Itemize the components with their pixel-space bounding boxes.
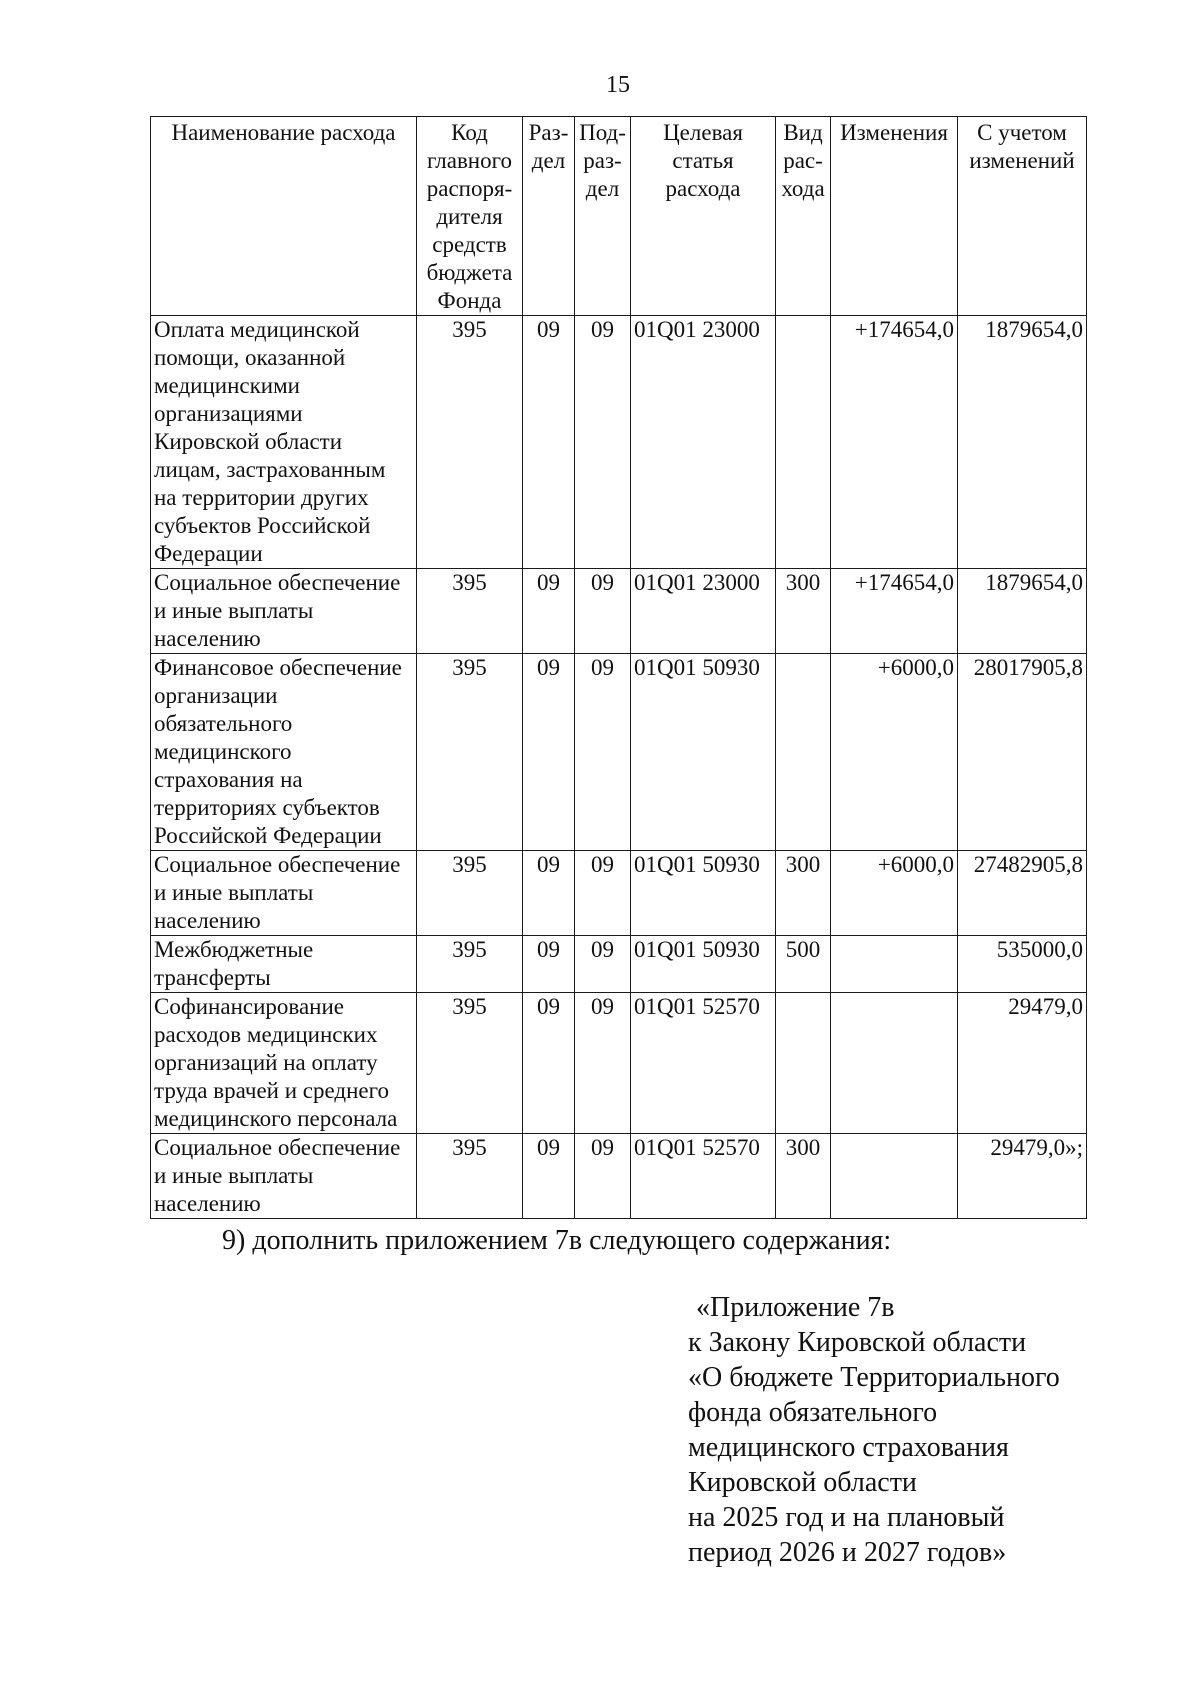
cell-name-line: Межбюджетные [154, 937, 314, 962]
cell-target: 01Q01 50930 [631, 654, 776, 851]
cell-code: 395 [417, 569, 523, 654]
cell-subsection: 09 [575, 851, 631, 936]
cell-target: 01Q01 23000 [631, 569, 776, 654]
cell-target: 01Q01 52570 [631, 1134, 776, 1219]
header-line: распоря- [426, 176, 513, 201]
cell-name-line: населению [154, 1191, 261, 1216]
page-number: 15 [606, 72, 630, 98]
cell-change [831, 936, 958, 993]
cell-name [151, 1134, 417, 1219]
cell-type [776, 993, 831, 1134]
cell-name-line: организаций на оплату [154, 1050, 378, 1075]
cell-type: 300 [776, 569, 831, 654]
cell-total: 28017905,8 [958, 654, 1087, 851]
cell-section: 09 [523, 569, 575, 654]
cell-name-line: и иные выплаты [154, 880, 314, 905]
cell-name-line: Социальное обеспечение [154, 570, 401, 595]
header-line: Под- [579, 120, 626, 145]
table-row [151, 936, 1087, 993]
header-line: средств [432, 232, 507, 257]
cell-type [776, 654, 831, 851]
header-line: Код [451, 120, 488, 145]
header-line: главного [427, 148, 512, 173]
cell-name [151, 851, 417, 936]
appendix-line: фонда обязательного [688, 1397, 938, 1428]
cell-subsection: 09 [575, 1134, 631, 1219]
cell-total: 1879654,0 [958, 316, 1087, 569]
cell-subsection: 09 [575, 569, 631, 654]
header-line: Изменения [840, 120, 948, 145]
cell-code: 395 [417, 316, 523, 569]
header-line: дел [531, 148, 566, 173]
cell-subsection: 09 [575, 654, 631, 851]
header-target [631, 117, 776, 316]
cell-name-line: страхования на [154, 767, 303, 792]
cell-name-line: обязательного [154, 711, 293, 736]
cell-subsection: 09 [575, 316, 631, 569]
cell-code: 395 [417, 936, 523, 993]
table-row [151, 993, 1087, 1134]
header-line: раз- [583, 148, 622, 173]
cell-name-line: расходов медицинских [154, 1022, 378, 1047]
header-code [417, 117, 523, 316]
cell-name-line: Социальное обеспечение [154, 852, 401, 877]
appendix-line: медицинского страхования [688, 1432, 1009, 1463]
header-name [151, 117, 417, 316]
header-line: Целевая [663, 120, 743, 145]
cell-target: 01Q01 23000 [631, 316, 776, 569]
header-line: расхода [665, 176, 741, 201]
header-line: Раз- [528, 120, 569, 145]
cell-name-line: медицинскими [154, 373, 300, 398]
cell-name [151, 316, 417, 569]
cell-name-line: Российской Федерации [154, 823, 382, 848]
cell-name-line: Федерации [154, 541, 263, 566]
header-line: Фонда [437, 288, 502, 313]
appendix-line: Кировской области [688, 1467, 917, 1498]
cell-name-line: населению [154, 626, 261, 651]
cell-change [831, 1134, 958, 1219]
cell-name-line: территориях субъектов [154, 795, 380, 820]
cell-section: 09 [523, 936, 575, 993]
header-section [523, 117, 575, 316]
table-row [151, 851, 1087, 936]
cell-name-line: организациями [154, 401, 303, 426]
cell-name [151, 654, 417, 851]
appendix-line: «Приложение 7в [696, 1292, 895, 1323]
cell-subsection: 09 [575, 936, 631, 993]
cell-type [776, 316, 831, 569]
table-row [151, 654, 1087, 851]
cell-name-line: организации [154, 683, 278, 708]
header-line: статья [672, 148, 734, 173]
cell-change [831, 993, 958, 1134]
cell-name-line: Финансовое обеспечение [154, 655, 402, 680]
cell-subsection: 09 [575, 993, 631, 1134]
cell-name-line: помощи, оказанной [154, 345, 346, 370]
budget-table [150, 116, 1087, 1219]
cell-name-line: труда врачей и среднего [154, 1078, 389, 1103]
header-line: изменений [969, 148, 1075, 173]
cell-name-line: лицам, застрахованным [154, 457, 386, 482]
header-line: Вид [783, 120, 823, 145]
table-row [151, 1134, 1087, 1219]
cell-name-line: медицинского [154, 739, 292, 764]
cell-name [151, 569, 417, 654]
cell-name-line: Социальное обеспечение [154, 1135, 401, 1160]
cell-target: 01Q01 50930 [631, 851, 776, 936]
cell-code: 395 [417, 1134, 523, 1219]
cell-name-line: субъектов Российской [154, 513, 371, 538]
table-body [151, 316, 1087, 1219]
cell-total: 535000,0 [958, 936, 1087, 993]
header-line: Наименование расхода [171, 120, 396, 145]
cell-section: 09 [523, 316, 575, 569]
cell-name-line: и иные выплаты [154, 1163, 314, 1188]
cell-name [151, 936, 417, 993]
header-total [958, 117, 1087, 316]
cell-total: 27482905,8 [958, 851, 1087, 936]
cell-total: 1879654,0 [958, 569, 1087, 654]
header-line: дителя [436, 204, 503, 229]
appendix-line: на 2025 год и на плановый [688, 1502, 1005, 1533]
appendix-line: период 2026 и 2027 годов» [688, 1537, 1007, 1568]
cell-section: 09 [523, 993, 575, 1134]
appendix-line: «О бюджете Территориального [688, 1362, 1060, 1393]
cell-section: 09 [523, 851, 575, 936]
cell-name-line: и иные выплаты [154, 598, 314, 623]
cell-name-line: медицинского персонала [154, 1106, 398, 1131]
cell-name-line: населению [154, 908, 261, 933]
cell-name-line: Кировской области [154, 429, 343, 454]
cell-name-line: трансферты [154, 965, 271, 990]
cell-target: 01Q01 50930 [631, 936, 776, 993]
header-type [776, 117, 831, 316]
amendment-text: 9) дополнить приложением 7в следующего содержания: [222, 1225, 892, 1256]
table-row [151, 569, 1087, 654]
cell-type: 300 [776, 1134, 831, 1219]
header-subsection [575, 117, 631, 316]
cell-code: 395 [417, 851, 523, 936]
cell-change: +6000,0 [831, 851, 958, 936]
cell-name-line: на территории других [154, 485, 369, 510]
header-line: дел [585, 176, 620, 201]
header-line: С учетом [977, 120, 1067, 145]
header-line: бюджета [426, 260, 513, 285]
cell-name-line: Оплата медицинской [154, 317, 360, 342]
cell-change: +174654,0 [831, 569, 958, 654]
cell-change: +6000,0 [831, 654, 958, 851]
header-line: хода [781, 176, 825, 201]
cell-total: 29479,0 [958, 993, 1087, 1134]
table-header-row [151, 117, 1087, 316]
cell-total: 29479,0»; [958, 1134, 1087, 1219]
header-change [831, 117, 958, 316]
table-row [151, 316, 1087, 569]
cell-target: 01Q01 52570 [631, 993, 776, 1134]
cell-section: 09 [523, 654, 575, 851]
cell-name [151, 993, 417, 1134]
cell-code: 395 [417, 993, 523, 1134]
cell-name-line: Софинансирование [154, 994, 344, 1019]
cell-type: 500 [776, 936, 831, 993]
header-line: рас- [783, 148, 823, 173]
cell-section: 09 [523, 1134, 575, 1219]
appendix-line: к Закону Кировской области [688, 1327, 1027, 1358]
cell-code: 395 [417, 654, 523, 851]
cell-type: 300 [776, 851, 831, 936]
cell-change: +174654,0 [831, 316, 958, 569]
appendix-heading [688, 1290, 1060, 1570]
